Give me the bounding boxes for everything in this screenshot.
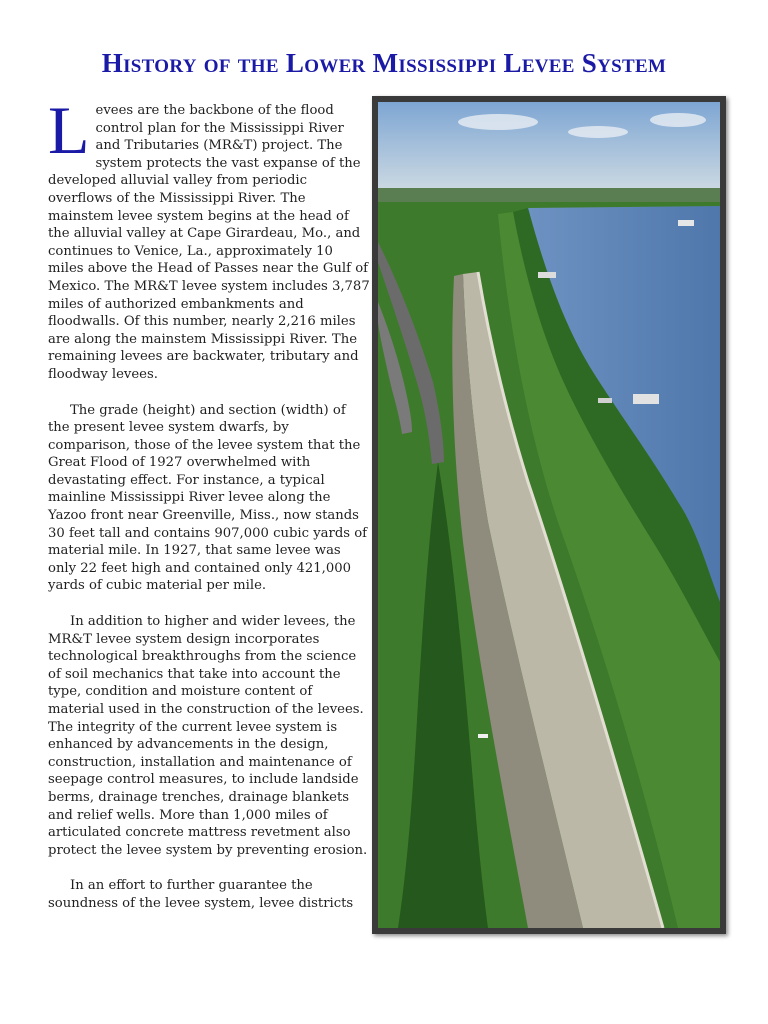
photo-frame <box>372 96 726 934</box>
drop-cap: L <box>48 92 90 168</box>
paragraph-3: In addition to higher and wider levees, the MR&T levee system design incorporates technological breakthroughs from the science of soil mechanics that take into account the type, condition and moisture content of material used in the construction of the levees. The integrity of the current levee system is enhanced by advancements in the design, construction, installation and maintenance of seepage control measures, to include landside berms, drainage trenches, drainage blankets and relief wells. More than 1,000 miles of articulated concrete mattress revetment also protect the levee system by preventing erosion. <box>48 614 368 858</box>
paragraph-4: In an effort to further guarantee the soundness of the levee system, levee districts <box>48 878 354 911</box>
paragraph-2: The grade (height) and section (width) of the present levee system dwarfs, by comparison, those of the levee system that the Great Flood of 1927 overwhelmed with devastating effect. For instance, a typical mainline Mississippi River levee along the Yazoo front near Greenville, Miss., now stands 30 feet tall and contains 907,000 cubic yards of material mile. In 1927, that same levee was only 22 feet high and contained only 421,000 yards of cubic material per mile. <box>48 402 368 594</box>
paragraph-1 <box>48 92 370 384</box>
article-body <box>48 92 370 931</box>
page-title: History of the Lower Mississippi Levee System <box>101 48 667 78</box>
aerial-levee-photo <box>378 102 720 928</box>
paragraph-1-text: evees are the backbone of the flood control plan for the Mississippi River and Tributaries (MR&T) project. The system protects the vast expanse of the developed alluvial valley from periodic overflows of the Mississippi River. The mainstem levee system begins at the head of the alluvial valley at Cape Girardeau, Mo., and continues to Venice, La., approximately 10 miles above the Head of Passes near the Gulf of Mexico. The MR&T levee system includes 3,787 miles of authorized embankments and floodwalls. Of this number, nearly 2,216 miles are along the mainstem Mississippi River. The remaining levees are backwater, tributary and floodway levees. <box>48 103 370 382</box>
